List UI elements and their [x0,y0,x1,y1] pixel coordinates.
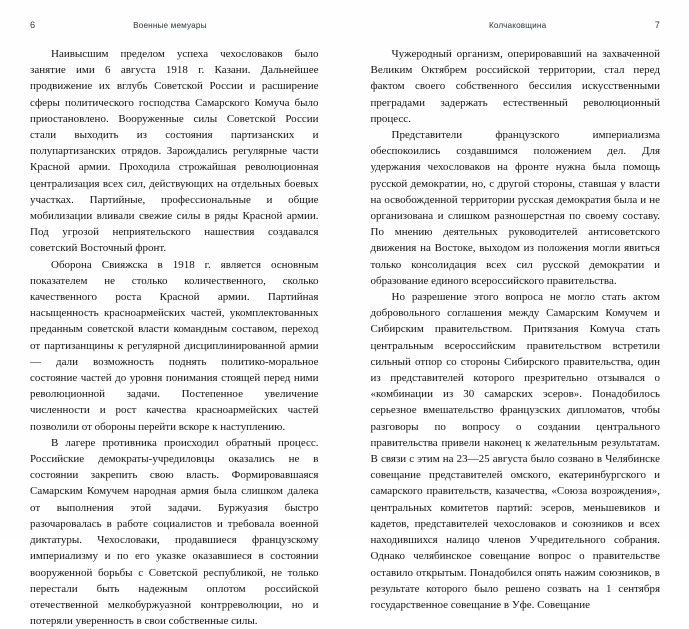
running-head-recto [371,0,661,32]
page-verso [0,0,345,540]
text-block-verso [30,46,319,629]
paragraph: Чужеродный организм, оперировавший на захваченной Великим Октябрем российской территории, стал перед фактом своего собственного бессилия искусственными преградами задержать естественный революционный процесс. [371,46,661,127]
page-number-verso: 6 [30,20,35,30]
running-head-title-recto: Колчаковщина [371,21,655,30]
running-head-title-verso: Военные мемуары [35,21,318,30]
paragraph: В лагере противника происходил обратный процесс. Российские демократы-учредиловцы оказались не в состоянии закрепить свою власть. Формировавшаяся Самарским Комучем народная армия была слишком далека от выполнения этой задачи. Буржуазия быстро разочаровалась в работе социалистов и требовала военной диктатуры. Чехословаки, продавшиеся французскому империализму и по его указке оказавшиеся в состоянии вооруженной борьбы с Советской республикой, не только перестали быть надежным оплотом российской отечественной мелкобуржуазной контрреволюции, но и потеряли уверенность в свои собственные силы. [30,435,319,629]
paragraph: Но разрешение этого вопроса не могло стать актом добровольного соглашения между Самарским Комучем и Сибирским правительством. Притязания Комуча стать центральным всероссийским правительством встретили сильный отпор со стороны Сибирского правительства, один из представителей которого презрительно отзывался о «комбинации из 30 самарских эсеров». Понадобилось серьезное вмешательство французских дипломатов, чтобы разговоры по вопросу о создании центрального правительства привели наконец к желательным результатам. В связи с этим на 23—25 августа было созвано в Челябинске совещание представителей омского, екатеринбургского и самарского правительств, казачества, «Союза возрождения», центральных комитетов партий: эсеров, меньшевиков и кадетов, представителей чехословаков и союзников и всех находившихся налицо членов Учредительного собрания. Однако челябинское совещание вопрос о правительстве оставило открытым. Понадобился опять нажим союзников, в результате которого было решено созвать на 1 сентября государственное совещание в Уфе. Совещание [371,289,661,613]
text-block-recto [371,46,661,613]
paragraph: Наивысшим пределом успеха чехословаков было занятие ими 6 августа 1918 г. Казани. Дальнейшее продвижение их вглубь Советской России и расширение сферы политического господства Самарского Комуча было приостановлено. Вооруженные силы Советской России стали выходить из состояния партизанских и полупартизанских отрядов. Зарождались регулярные части Красной армии. Проходила строжайшая революционная централизация всех сил, действующих на отдельных боевых участках. Партийные, профессиональные и общие мобилизации вливали свежие силы в ряды Красной армии. Под угрозой неприятельского нашествия создавался советский Восточный фронт. [30,46,319,257]
paragraph: Представители французского империализма обеспокоились создавшимся положением дел. Для удержания чехословаков на фронте нужна была помощь русской демократии, но, с другой стороны, ставшая у власти на освобожденной территории русская демократия была и не организована и слишком разношерстная по своему составу. По мнению деятельных руководителей антисоветского движения на Востоке, выходом из положения могли явиться только консолидация всех сил русской демократии и образование единого всероссийского правительства. [371,127,661,289]
paragraph: Оборона Свияжска в 1918 г. является основным показателем не столько количественного, сколько качественного роста Красной армии. Партийная насыщенность красноармейских частей, укомплектованных преданным советской власти командным составом, переход от партизанщины к регулярной дисциплинированной армии — дали возможность поднять политико-моральное состояние частей до уровня понимания стоящей перед ними революционной задачи. Постепенное увеличение численности и рост качества красноармейских частей позволили от обороны перейти вскоре к наступлению. [30,257,319,435]
running-head-verso [30,0,319,32]
page-number-recto: 7 [655,20,660,30]
page-recto [345,0,689,540]
